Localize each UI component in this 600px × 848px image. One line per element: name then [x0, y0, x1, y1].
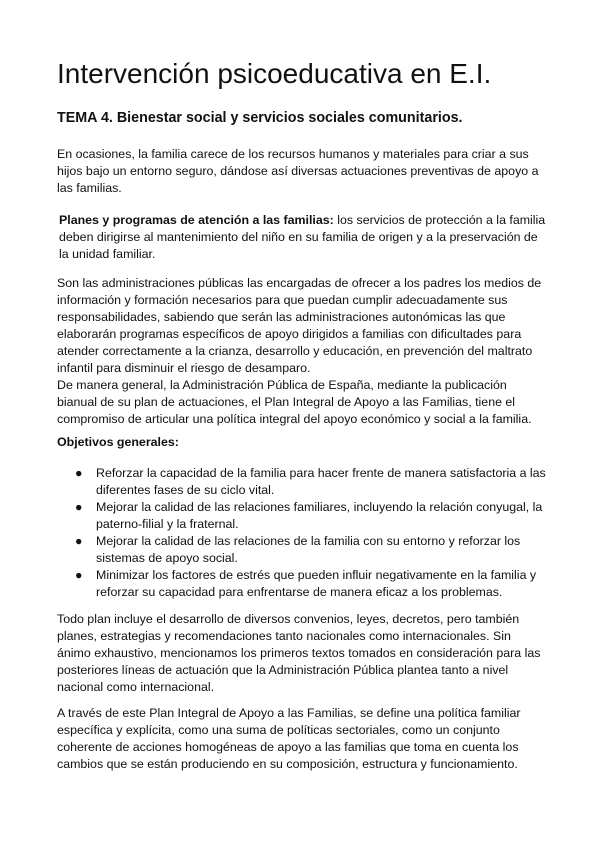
- bullet-icon: ●: [75, 568, 83, 582]
- document-title: Intervención psicoeducativa en E.I.: [57, 58, 492, 89]
- administration-paragraph: [57, 275, 547, 428]
- bullet-icon: ●: [75, 534, 83, 548]
- objective-text: Mejorar la calidad de las relaciones de la familia con su entorno y reforzar los sistemas de apoyo social.: [96, 534, 521, 565]
- objectives-list: [57, 465, 547, 601]
- integral-plan-paragraph: A través de este Plan Integral de Apoyo a las Familias, se define una política familiar específica y explícita, como una suma de políticas sectoriales, como un conjunto coherente de acciones homogéneas de apoyo a las familias que toma en cuenta los cambios que se están produciendo en su composición, estructura y funcionamiento.: [57, 706, 521, 771]
- objective-text: Reforzar la capacidad de la familia para hacer frente de manera satisfactoria a las diferentes fases de su ciclo vital.: [96, 466, 546, 497]
- intro-paragraph: En ocasiones, la familia carece de los recursos humanos y materiales para criar a sus hijos bajo un entorno seguro, dándose así diversas actuaciones preventivas de apoyo a las familias.: [57, 147, 539, 195]
- administration-text: Son las administraciones públicas las encargadas de ofrecer a los padres los medios de información y formación necesarios para que puedan cumplir adecuadamente sus responsabilidades, sabiendo que serán las administraciones autonómicas las que elaborarán programas específicos de apoyo dirigidos a familias con dificultades para atender correctamente a la crianza, desarrollo y educación, en prevención del maltrato infantil para disminuir el riesgo de desamparo.: [57, 276, 542, 375]
- plans-overview-paragraph: Todo plan incluye el desarrollo de diversos convenios, leyes, decretos, pero también planes, estrategias y recomendaciones tanto nacionales como internacionales. Sin ánimo exhaustivo, mencionamos los primeros textos tomados en consideración para las posteriores líneas de actuación que la Administración Pública plantea tanto a nivel nacional como internacional.: [57, 612, 541, 694]
- plans-text: los servicios de protección a la familia deben dirigirse al mantenimiento del niño en su familia de origen y a la preservación de la unidad familiar.: [59, 213, 546, 261]
- list-item: [57, 499, 547, 533]
- list-item: [57, 533, 547, 567]
- objectives-heading: Objetivos generales:: [57, 435, 179, 449]
- objective-text: Minimizar los factores de estrés que pueden influir negativamente en la familia y reforzar su capacidad para enfrentarse de manera eficaz a los problemas.: [96, 568, 537, 599]
- objective-text: Mejorar la calidad de las relaciones familiares, incluyendo la relación conyugal, la paterno-filial y la fraternal.: [96, 500, 543, 531]
- bullet-icon: ●: [75, 466, 83, 480]
- plans-paragraph: [59, 212, 549, 263]
- general-plan-text: De manera general, la Administración Pública de España, mediante la publicación bianual de su plan de actuaciones, el Plan Integral de Apoyo a las Familias, tiene el compromiso de articular una política integral del apoyo económico y social a la familia.: [57, 378, 532, 426]
- list-item: [57, 465, 547, 499]
- bullet-icon: ●: [75, 500, 83, 514]
- plans-lead: Planes y programas de atención a las familias:: [59, 213, 334, 227]
- list-item: [57, 567, 547, 601]
- topic-heading: TEMA 4. Bienestar social y servicios sociales comunitarios.: [57, 110, 463, 126]
